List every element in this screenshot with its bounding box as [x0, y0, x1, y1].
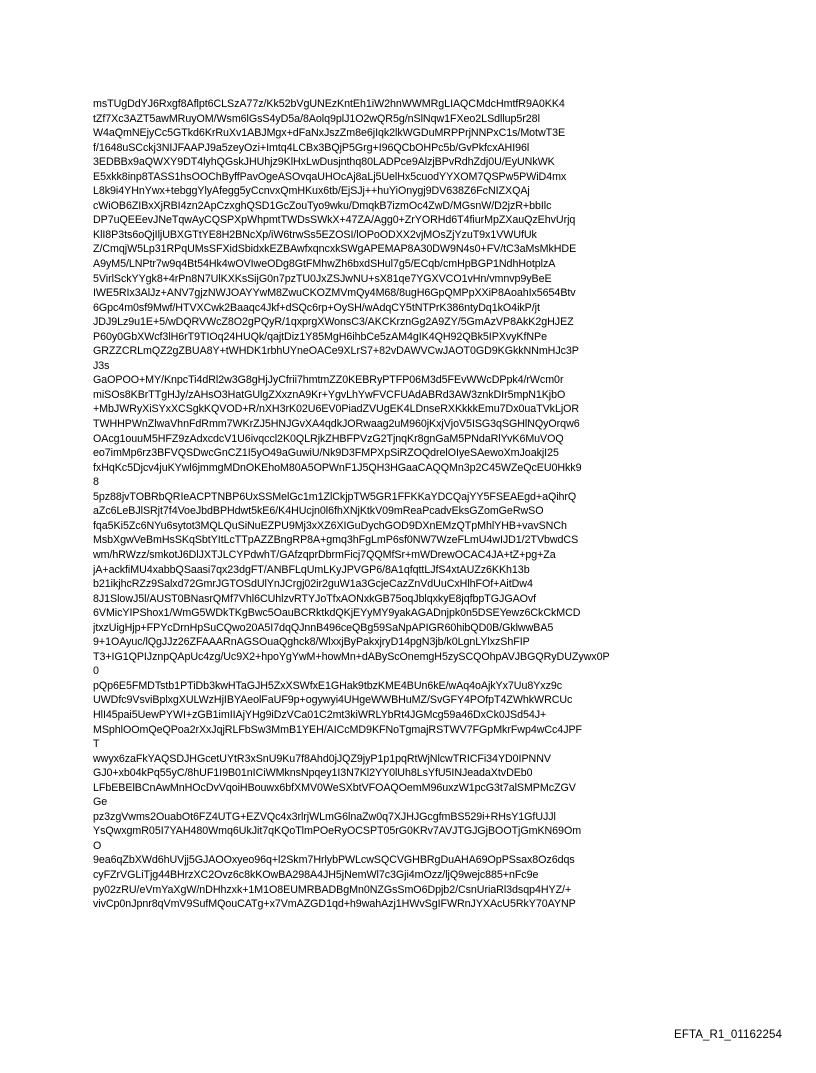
text-block: 9ea6qZbXWd6hUVjj5GJAOOxyeo96q+l2Skm7HrlybPWLcwSQCVGHBRgDuAHA69OpPSsax8Oz6dqs cyFZrVGLiTjg44BHrzXC2Ovz6c8kKOwBA298A4JH5jNemWl7c3Gji4mOzz/ljQ9wejc885+nFc9e py02zRU/eVmYaXgW/nDHhzxk+1M1O8EUMRBADBgMn0NZGsSmO6Dpjb2/CsnUriaRl3dsqp4HYZ/+ vivCp0nJpnr8qVmV9SufMQouCATg+x7VmAZGD1qd+h9wahAzj1HWvSgIFWRnJYXAcU5RkY70AYNP: [93, 854, 576, 911]
text-block: GaOPOO+MY/KnpcTi4dRl2w3G8gHjJyCfrii7hmtmZZ0KEBRyPTFP06M3d5FEvWWcDPpk4/rWcm0r miSOs8KBrTTgHJy/zAHsO3HatGUlgZXxznA9Kr+YgvLhYwFVCFUAdABRd3AW3znkDIr5mpN1KjbO +MbJWRyXiSYxXCSgkKQVOD+R/nXH3rK02U6EV0PiadZVUgEK4LDnseRXKkkkEmu7Dx0uaTVkLjOR TWHHPWnZlwaVhnFdRmm7WKrZJ5HNJGvXA4qdkJORwaag2uM960jKxjVjoV5ISG3qSGHlNQyOrqw6 OAcg1ouuM5HFZ9zAdxcdcV1U6ivqccl2K0QLRjkZHBFPVzG2TjnqKr8gnGaM5PNdaRlYvK6MuVOQ eo7imMp6rz3BFVQSDwcGnCZ1I5yO49aGuwiU/Nk9D3FMPXpSiRZOQdrelOIyeSAewoXmJoakjI25 fxHqKc5Djcv4juKYwl6jmmgMDnOKEhoM80A5OPWnF1J5QH3HGaaCAQQMn3p2C45WZeQcEU0Hkk9 8: [93, 374, 582, 489]
document-id-footer: EFTA_R1_01162254: [674, 1029, 782, 1041]
text-block: pz3zgVwms2OuabOt6FZ4UTG+EZVQc4x3rlrjWLmG6lnaZw0q7XJHJGcgfmBS529i+RHsY1GfUJJl YsQwxgmR05I7YAH480Wmq6UkJit7qKQoTlmPOeRyOCSPT05rG0KRv7AVJTGJGjBOOTjGmKN69Om O: [93, 810, 582, 852]
text-block: wwyx6zaFkYAQSDJHGcetUYtR3xSnU9Ku7f8Ahd0jJQZ9jyP1p1pqRtWjNlcwTRICFi34YD0IPNNV GJ0+xb04kPq55yC/8hUF1I9B01nICiWMknsNpqey1I3N7Kl2YY0lUh8LsYfU5INJeadaXtvDEb0 LFbEBElBCnAwMnHOcDvVqoiHBouwx6bfXMV0WeSXbtVFOAQOemM96uxzW1pcG3t7alSMPMcZGV Ge: [93, 752, 576, 809]
text-block: msTUgDdYJ6Rxgf8Aflpt6CLSzA77z/Kk52bVgUNEzKntEh1iW2hnWWMRgLIAQCMdcHmtfR9A0KK4 tZf7Xc3AZT5awMRuyOM/Wsm6lGsS4yD5a/8Aolq9plJ1O2wQR5g/nSlNqw1FXeo2LSdllup5r28l W4aQmNEjyCc5GTkd6KrRuXv1ABJMgx+dFaNxJszZm8e6jIqk2lkWGDuMRPPrjNNPxC1s/MotwT3E f/1648uSCckj3NIJFAAPJ9a5zeyOzi+Imtq4LCBx3BQjP5Grg+I96QCbOHPc5b/GvPkfcxAHI96l 3EDBBx9aQWXY9DT4lyhQGskJHUhjz9KlHxLwDusjnthq80LADPce9AlzjBPvRdhZdj0U/EyUNkWK E5xkk8inp8TASS1hsOOChByffPavOgeASOvqaUHOcAj8aLj5UelHx5cuodYYXOM7QSPw5PWiD4mx L8k9i4YHnYwx+tebggYlyAfegg5yCcnvxQmHKux6tb/EjSJj++huYiOnygj9DV638Z6FcNIZXQAj cWiOB6ZIBxXjRBI4zn2ApCzxghQSD1GcZouTyo9wku/DmqkB7izmOc4ZwD/MGsnW/D2jzR+bbIlc DP7uQEEevJNeTqwAyCQSPXpWhpmtTWDsSWkX+47ZA/Agg0+ZrYORHd6T4fiurMpZXauQzEhvUrjq KlI8P3ts6oQjIljUBXGTtYE8H2BNcXp/iW6trwSs5EZOSI/lOPoODXX2vjMOsZjYzuT9x1VWUfUk Z/CmqjW5Lp31RPqUMsSFXidSbidxkEZBAwfxqncxkSWgAPEMAP8A30DW9N4s0+FV/tC3aMsMkHDE A9yM5/LNPtr7w9q4Bt54Hk4wOVIweODg8GtFMhwZh6bxdSHul7g5/ECqb/cmHpBGP1NdhHotplzA 5VirlSckYYgk8+4rPn8N7UlKXKsSijG0n7pzTU0JxZSJwNU+sX81qe7YGXVCO1vHn/vmnvp9yBeE IWE5RIx3AlJz+ANV7gjzNWJOAYYwM8ZwuCKOZMVmQy4M68/8ugH6GpQMPpXXiP8AoahIx5654Btv 6Gpc4m0sf9Mwf/HTVXCwk2Baaqc4Jkf+dSQc6rp+OySH/wAdqCY5tNTPrK386ntyDq1kO4ikP/jt JDJ9Lz9u1E+5/wDQRVWcZ8O2gPQyR/1qxprgXWonsC3/AKCKrznGg2A9ZY/5GmAzVP8AkK2gHJEZ P60y0GbXWcf3lH6rT9TIOq24HUQk/qajtDiz1Y85MgH6ihbCe5zAM4gIK4QH92QBk5IPXvyKfNPe GRZZCRLmQZ2gZBUA8Y+tWHDK1rbhUYneOACe9XLrS7+82vDAWVCwJAOT0GD9KGkkNNmHJc3P J3s: [93, 98, 579, 372]
text-block: 5pz88jvTOBRbQRIeACPTNBP6UxSSMelGc1m1ZlCkjpTW5GR1FFKKaYDCQajYY5FSEAEgd+aQihrQ aZc6LeBJlSRjt7f4VoeJbdBPHdwt5kE6/K4HUcjn0l6fhXNjKtkV09mReaPcadvEksGZomGeRwSO fqa5Ki5Zc6NYu6sytot3MQLQuSiNuEZPU9Mj3xXZ6XIGuDychGOD9DXnEMzQTpMhlYHB+vavSNCh MsbXgwVeBmHsSKqSbtYItLcTTpAZZBngRP8A+gmq3hFgLmP6sf0NW7WzeFLmU4wIJD1/2TVbwdCS wm/hRWzz/smkotJ6DlJXTJLCYPdwhT/GAfzqprDbrmFicj7QQMfSr+mWDrewOCAC4JA+tZ+pg+Za jA+ackfiMU4xabbQSaasi7qx23dgFT/ANBFLqUmLKyJPVGP6/8A1qfqttLJfS4xtAUZz6KKh13b b21ikjhcRZz9Salxd72GmrJGTOSdUlYnJCrgj02ir2guW1a3GcjeCazZnVdUuCxHlhFOf+AitDw4 8J1SlowJ5l/AUST0BNasrQMf7Vhl6CUhlzvRTYJoTfxAONxkGB75oqJblqxkyE8jqfbpTGJGAOvf 6VMicYIPShox1/WmG5WDkTKgBwc5OauBCRktkdQKjEYyMY9yakAGADnjpk0n5DSEYewz6CkCkMCD jtxzUigHjp+FPYcDrnHpSuCQwo20A5I7dqQJnnB496ceQBg59SaNpAPIGR60hibQD0B/GklwwBA5 9+1OAyuc/lQgJJz26ZFAAARnAGSOuaQghck8/WlxxjByPakxjryD14pgN3jb/k0LgnLYlxzShFIP T3+IG1QPIJznpQApUc4zg/Uc9X2+hpoYgYwM+howMn+dAByScOnemgH5zySCQOhpAVJBGQRyDUZywx0P 0: [93, 490, 610, 678]
text-block: pQp6E5FMDTstb1PTiDb3kwHTaGJH5ZxXSWfxE1GHak9tbzKME4BUn6kE/wAq4oAjkYx7Uu8Yxz9c UWDfc9VsviBplxgXULWzHjIBYAeolFaUF9p+ogywyi4UHgeWWBHuMZ/SvGFY4POfpT4ZWhkWRCUc HlI45pai5UewPYWI+zGB1imIIAjYHg9iDzVCa01C2mt3kiWRLYbRt4JGMcg59a46DxCk0JSd54J+ MSphlOOmQeQPoa2rXxJqjRLFbSw3MmB1YEH/AICcMD9KFNoTgmajRSTWV7FGpMkrFwp4wCc4JPF T: [93, 679, 583, 751]
encoded-text-body: [93, 97, 718, 912]
